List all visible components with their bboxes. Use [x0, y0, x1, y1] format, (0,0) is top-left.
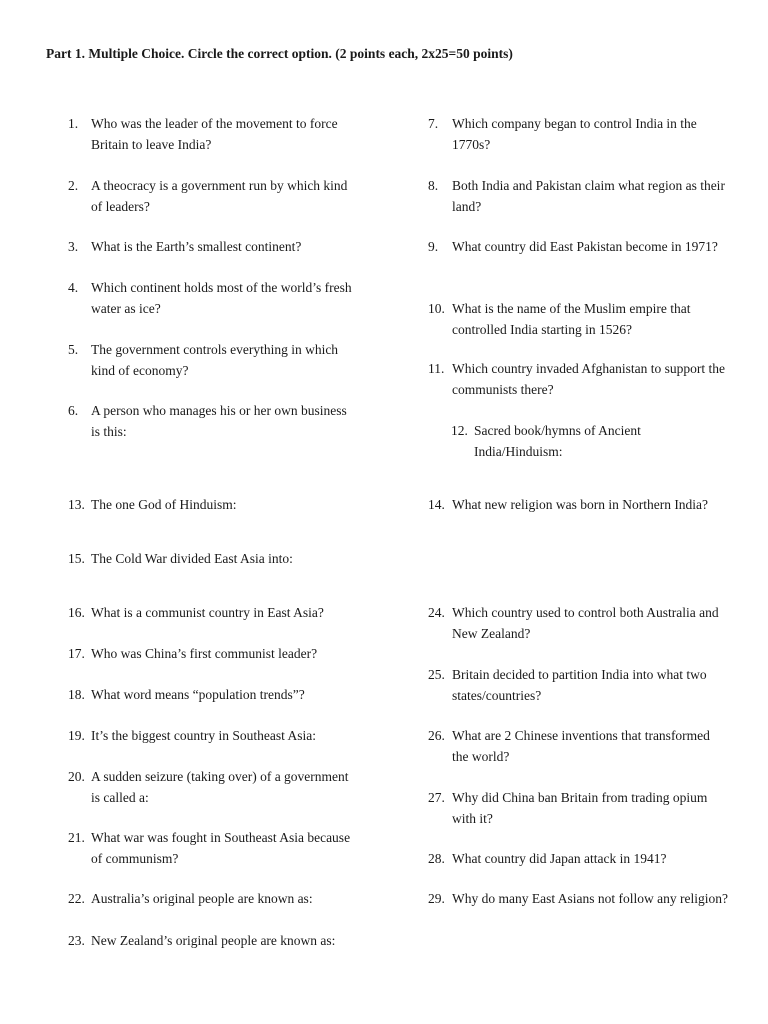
question-item	[428, 494, 728, 515]
question-item	[428, 602, 728, 644]
question-item	[68, 602, 358, 623]
question-item	[428, 664, 728, 706]
question-item	[68, 888, 358, 909]
question-item	[68, 725, 358, 746]
question-item	[428, 175, 728, 217]
question-item	[68, 236, 358, 257]
question-text: A theocracy is a government run by which kind of leaders?	[91, 178, 348, 214]
question-item	[68, 277, 358, 319]
question-text: Sacred book/hymns of Ancient India/Hinduism:	[474, 423, 641, 459]
question-number: 22.	[68, 891, 85, 906]
question-text: What is the name of the Muslim empire that controlled India starting in 1526?	[452, 301, 691, 337]
question-number: 23.	[68, 933, 85, 948]
question-item	[428, 358, 728, 400]
question-number: 20.	[68, 769, 85, 784]
question-number: 6.	[68, 403, 79, 418]
question-item	[68, 548, 358, 569]
part-heading: Part 1. Multiple Choice. Circle the correct option. (2 points each, 2x25=50 points)	[46, 46, 513, 61]
question-number: 2.	[68, 178, 79, 193]
question-text: What is a communist country in East Asia?	[91, 605, 324, 620]
question-number: 27.	[428, 790, 445, 805]
question-text: Both India and Pakistan claim what region as their land?	[452, 178, 725, 214]
question-item	[68, 339, 358, 381]
question-text: Which company began to control India in the 1770s?	[452, 116, 697, 152]
question-item	[428, 787, 728, 829]
question-number: 7.	[428, 116, 439, 131]
question-number: 8.	[428, 178, 439, 193]
question-item	[428, 725, 728, 767]
question-text: Which country used to control both Australia and New Zealand?	[452, 605, 719, 641]
question-text: It’s the biggest country in Southeast Asia:	[91, 728, 316, 743]
question-number: 13.	[68, 497, 85, 512]
question-number: 1.	[68, 116, 79, 131]
question-text: A sudden seizure (taking over) of a government is called a:	[91, 769, 349, 805]
question-text: What country did Japan attack in 1941?	[452, 851, 667, 866]
question-text: Who was China’s first communist leader?	[91, 646, 318, 661]
question-item	[68, 684, 358, 705]
question-item	[68, 930, 358, 951]
question-text: Which continent holds most of the world’s fresh water as ice?	[91, 280, 352, 316]
question-text: Which country invaded Afghanistan to support the communists there?	[452, 361, 725, 397]
question-number: 17.	[68, 646, 85, 661]
question-item	[428, 236, 728, 257]
question-item	[451, 420, 711, 462]
question-text: What are 2 Chinese inventions that transformed the world?	[452, 728, 710, 764]
question-text: What country did East Pakistan become in 1971?	[452, 239, 718, 254]
question-text: The Cold War divided East Asia into:	[91, 551, 293, 566]
question-number: 18.	[68, 687, 85, 702]
question-item	[428, 888, 728, 909]
question-number: 29.	[428, 891, 445, 906]
question-item	[68, 643, 358, 664]
question-number: 25.	[428, 667, 445, 682]
question-item	[68, 827, 358, 869]
question-number: 3.	[68, 239, 79, 254]
question-text: What war was fought in Southeast Asia because of communism?	[91, 830, 351, 866]
question-number: 9.	[428, 239, 439, 254]
question-text: Britain decided to partition India into what two states/countries?	[452, 667, 707, 703]
question-text: New Zealand’s original people are known as:	[91, 933, 336, 948]
question-number: 19.	[68, 728, 85, 743]
question-number: 15.	[68, 551, 85, 566]
question-number: 26.	[428, 728, 445, 743]
question-number: 16.	[68, 605, 85, 620]
question-text: What is the Earth’s smallest continent?	[91, 239, 302, 254]
question-text: Why do many East Asians not follow any religion?	[452, 891, 728, 906]
question-text: Who was the leader of the movement to force Britain to leave India?	[91, 116, 338, 152]
question-number: 4.	[68, 280, 79, 295]
question-number: 28.	[428, 851, 445, 866]
question-item	[68, 113, 358, 155]
question-number: 24.	[428, 605, 445, 620]
question-item	[68, 494, 358, 515]
question-item	[428, 113, 728, 155]
question-number: 10.	[428, 301, 445, 316]
question-text: The government controls everything in which kind of economy?	[91, 342, 339, 378]
question-text: Australia’s original people are known as:	[91, 891, 313, 906]
question-text: A person who manages his or her own business is this:	[91, 403, 347, 439]
question-number: 5.	[68, 342, 79, 357]
question-item	[428, 298, 728, 340]
question-text: Why did China ban Britain from trading opium with it?	[452, 790, 708, 826]
question-text: What word means “population trends”?	[91, 687, 305, 702]
question-item	[68, 400, 358, 442]
question-item	[68, 175, 358, 217]
question-item	[428, 848, 728, 869]
question-text: What new religion was born in Northern India?	[452, 497, 709, 512]
question-item	[68, 766, 358, 808]
question-number: 14.	[428, 497, 445, 512]
question-number: 21.	[68, 830, 85, 845]
question-text: The one God of Hinduism:	[91, 497, 237, 512]
question-number: 11.	[428, 361, 445, 376]
question-number: 12.	[451, 423, 468, 438]
